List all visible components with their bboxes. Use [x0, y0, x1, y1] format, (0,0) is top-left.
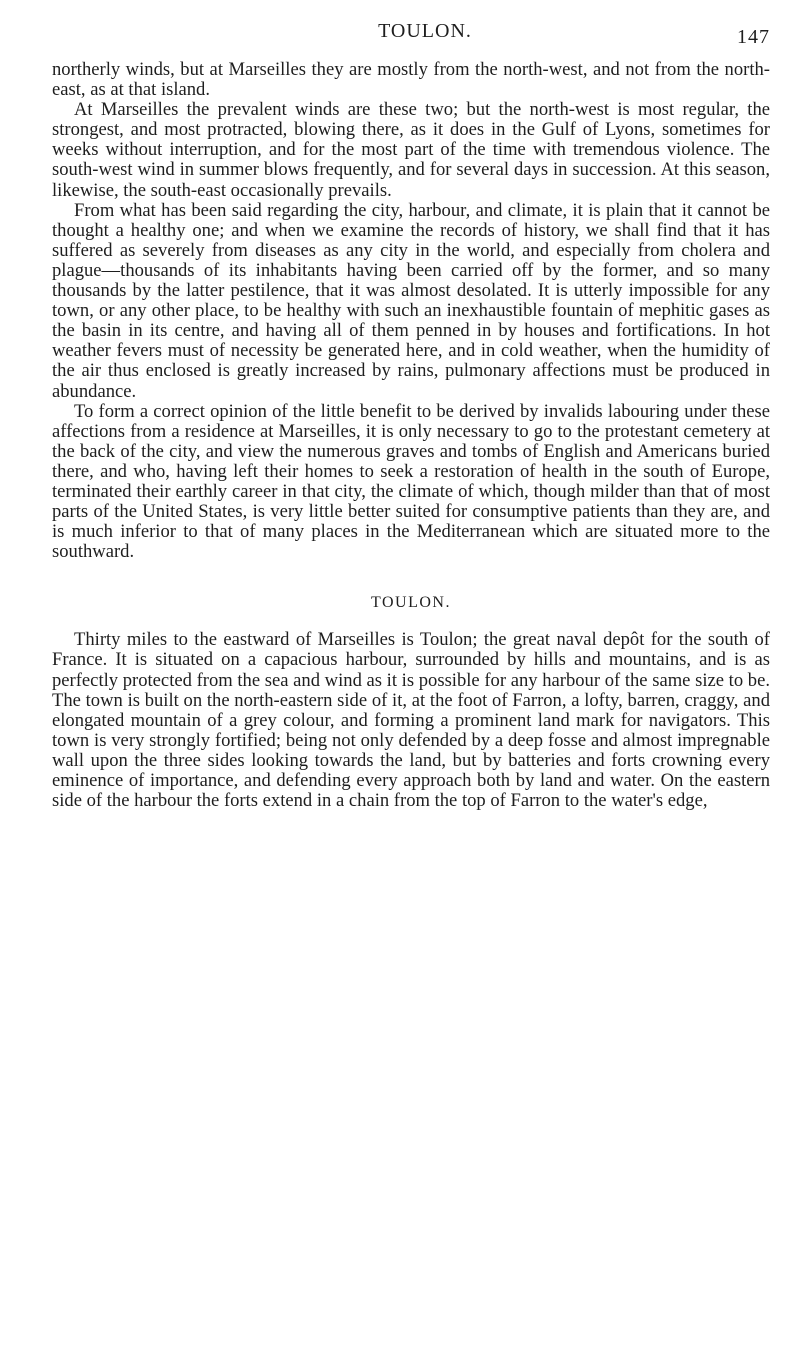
paragraph-invalids: To form a correct opinion of the little benefit to be derived by invalids labouring under these affections from a residence at Marseilles, it is only necessary to go to the protestant cemetery at the back of the city, and view the numerous graves and tombs of English and Americans buried there, and who, having left their homes to seek a restoration of health in the south of Europe, terminated their earthly career in that city, the climate of which, though milder than that of most parts of the United States, is very little better suited for consumptive patients than they are, and is much inferior to that of many places in the Mediterranean which are situated more to the southward.	[52, 400, 770, 563]
page-number: 147	[737, 26, 770, 48]
book-page	[52, 20, 770, 811]
running-title: TOULON.	[378, 20, 472, 42]
section-heading: TOULON.	[371, 594, 451, 612]
paragraph-climate-health: From what has been said regarding the city, harbour, and climate, it is plain that it cannot be thought a healthy one; and when we examine the records of history, we shall find that it has suffered as severely from diseases as any city in the world, and especially from cholera and plague—thousands of its inhabitants having been carried off by the former, and so many thousands by the latter pestilence, that it was almost desolated. It is utterly impossible for any town, or any other place, to be healthy with such an inexhaustible fountain of mephitic gases as the basin in its centre, and having all of them penned in by houses and fortifications. In hot weather fevers must of necessity be generated here, and in cold weather, when the humidity of the air thus enclosed is greatly increased by rains, pulmonary affections must be produced in abundance.	[52, 199, 770, 402]
paragraph-prevalent-winds: At Marseilles the prevalent winds are these two; but the north-west is most regular, the strongest, and most protracted, blowing there, as it does in the Gulf of Lyons, sometimes for weeks without interruption, and for the most part of the time with tremendous violence. The south-west wind in summer blows frequently, and for several days in succession. At this season, likewise, the south-east occasionally prevails.	[52, 99, 770, 201]
paragraph-toulon: Thirty miles to the eastward of Marseilles is Toulon; the great naval depôt for the south of France. It is situated on a capacious harbour, surrounded by hills and mountains, and is as perfectly protected from the sea and wind as it is possible for any harbour of the same size to be. The town is built on the north-eastern side of it, at the foot of Farron, a lofty, barren, craggy, and elongated mountain of a grey colour, and forming a prominent land mark for navigators. This town is very strongly fortified; being not only defended by a deep fosse and almost impregnable wall upon the three sides looking towards the land, but by batteries and forts crowning every eminence of importance, and defending every approach both by land and water. On the eastern side of the harbour the forts extend in a chain from the top of Farron to the water's edge,	[52, 629, 770, 812]
running-header	[52, 20, 770, 50]
paragraph-continued: northerly winds, but at Marseilles they are mostly from the north-west, and not from the north-east, as at that island.	[52, 59, 770, 101]
body-text	[52, 60, 770, 811]
